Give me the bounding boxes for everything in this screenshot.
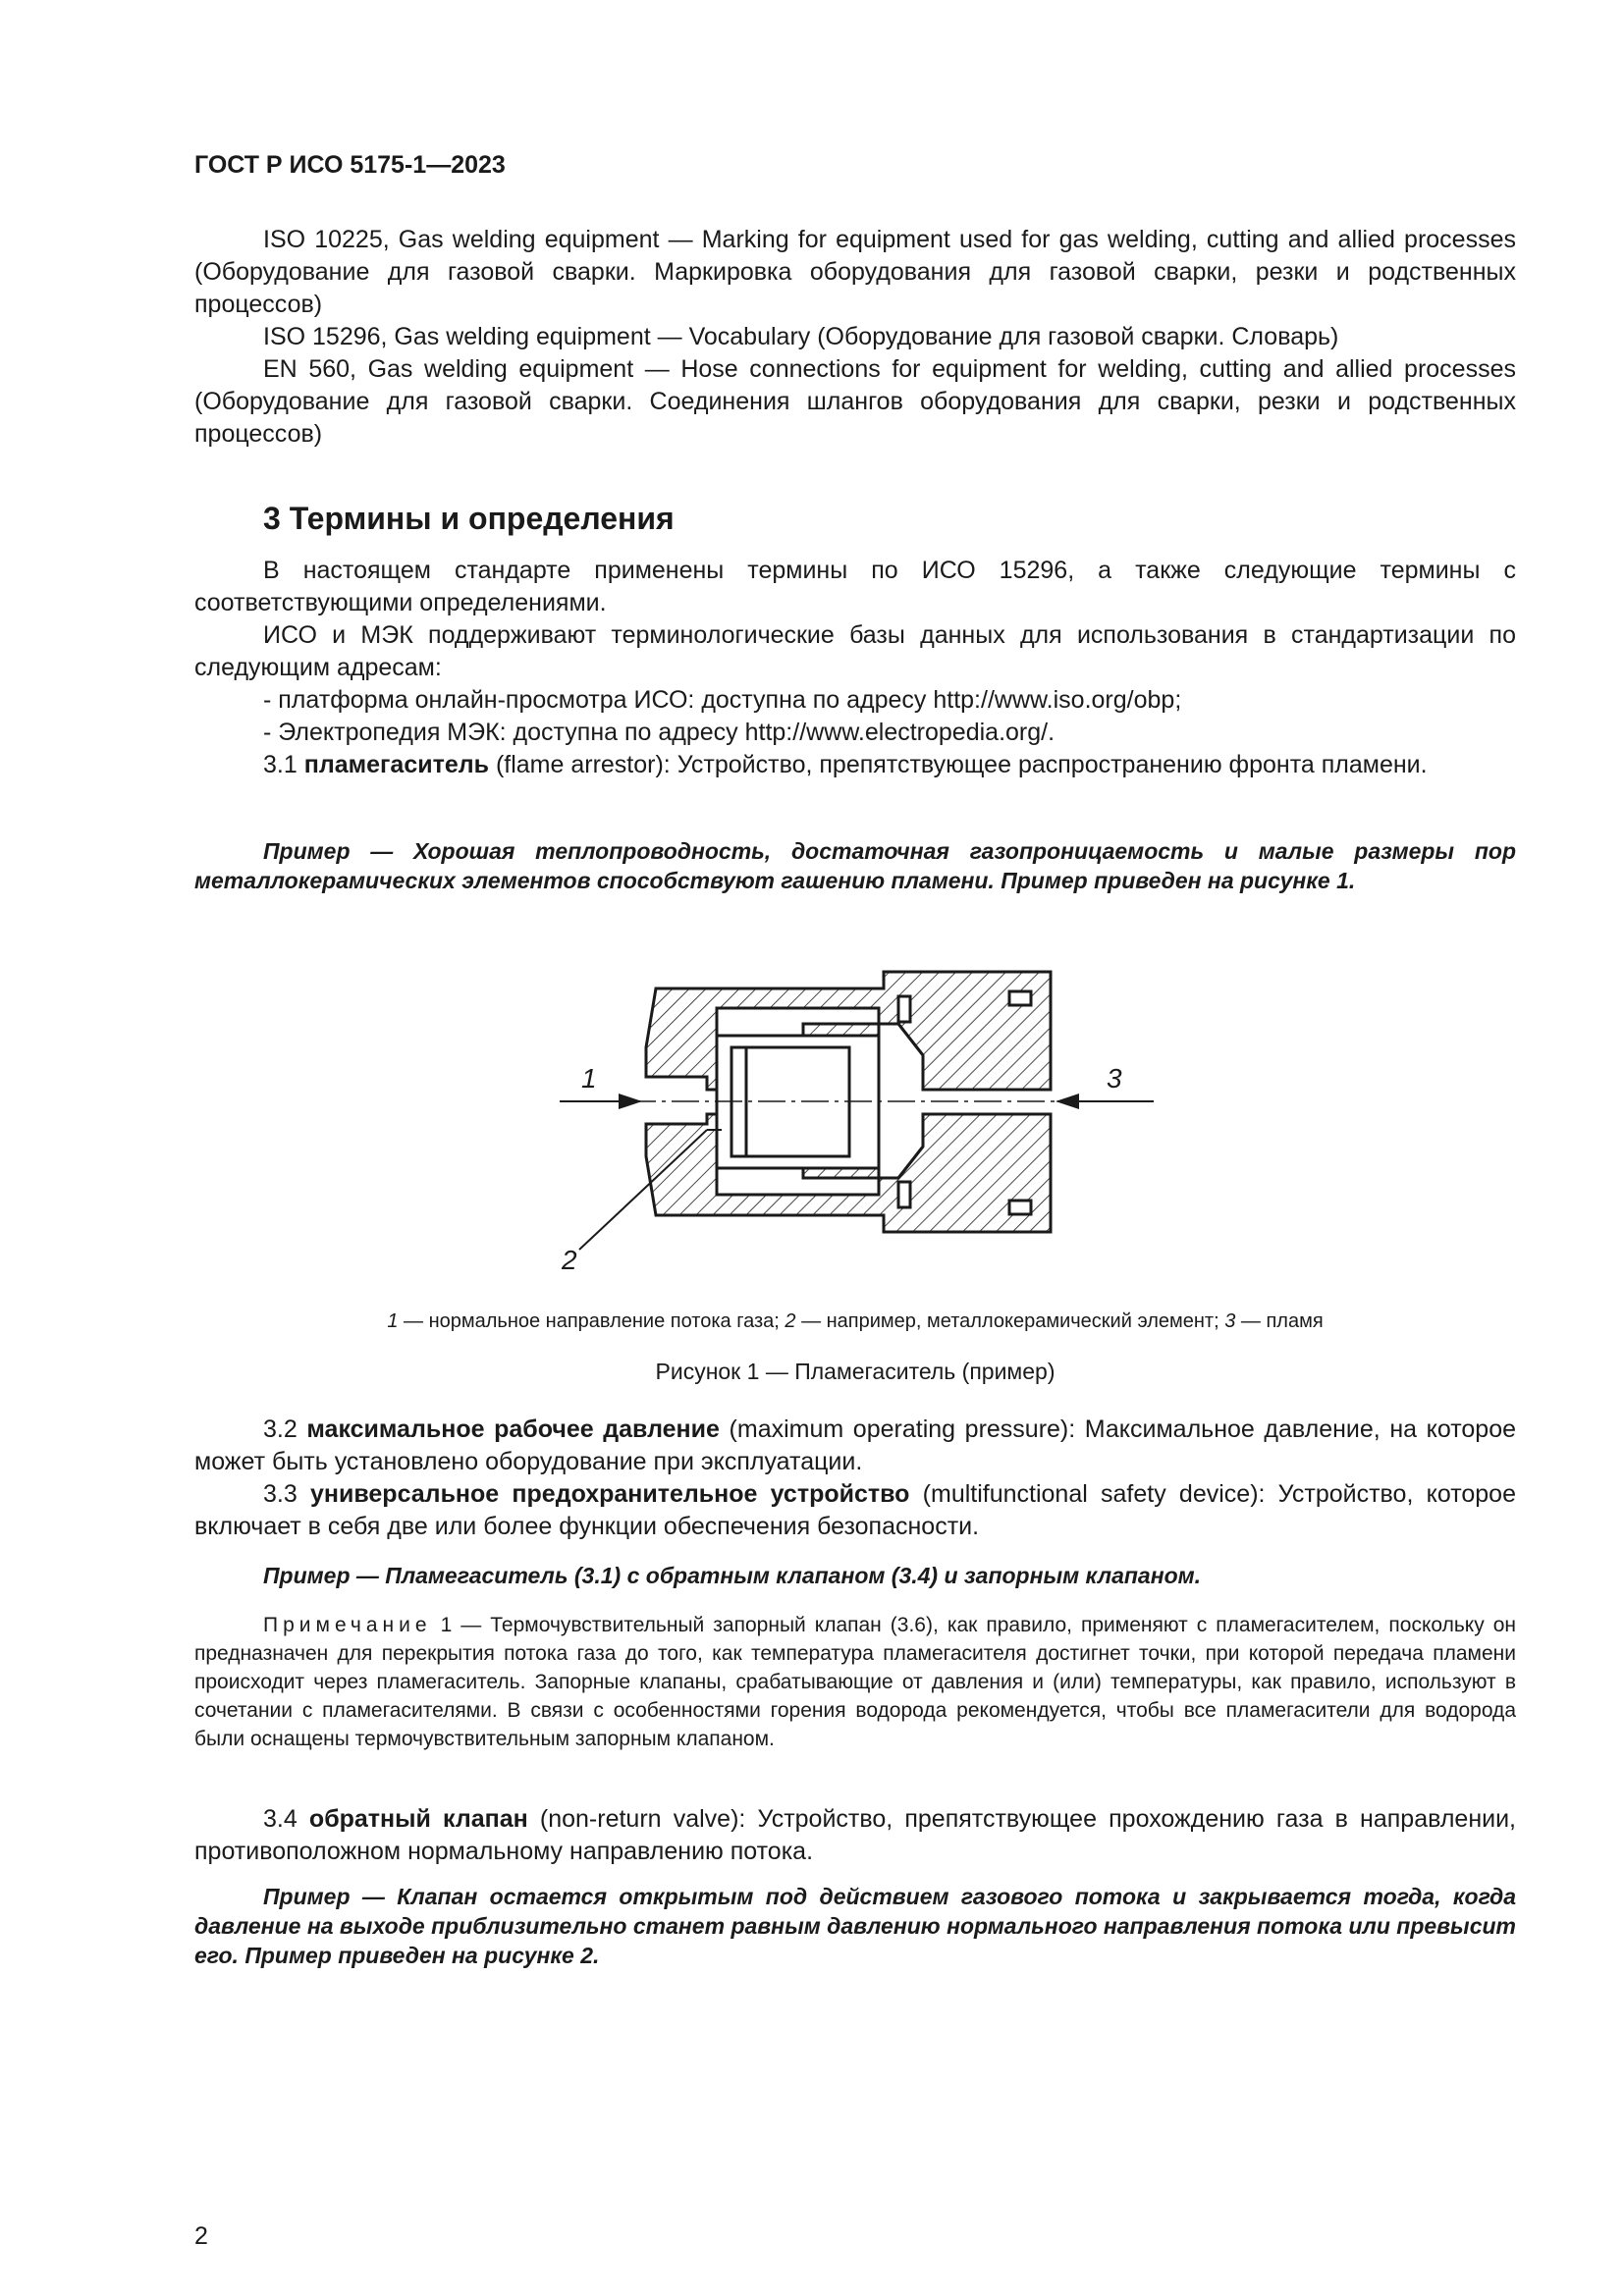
term-name: универсальное предохранительное устройство: [309, 1480, 910, 1508]
iso-iec-databases: ИСО и МЭК поддерживают терминологические базы данных для использования в стандартизации по следующим адресам:: [194, 621, 1516, 681]
term-definition: (multifunctional safety device): Устройство, которое включает в себя две или более функции обеспечения безопасности.: [194, 1480, 1516, 1540]
section-3-body: [194, 555, 1516, 781]
example-text: Пример — Клапан остается открытым под действием газового потока и закрывается тогда, когда давление на выходе приблизительно станет равным давлению нормального направления потока или превысит его. Пример приведен на рисунке 2.: [194, 1884, 1516, 1968]
legend-num-3: 3: [1224, 1310, 1236, 1332]
legend-text-1: — нормальное направление потока газа;: [398, 1310, 785, 1332]
term-number: 3.1: [263, 751, 298, 778]
flame-arrestor-figure: [540, 937, 1168, 1286]
term-3-3: [194, 1478, 1516, 1543]
reference-iso-15296: ISO 15296, Gas welding equipment — Vocabulary (Оборудование для газовой сварки. Словарь): [263, 323, 1339, 350]
normative-references: [194, 224, 1516, 451]
document-header: ГОСТ Р ИСО 5175-1—2023: [194, 151, 506, 179]
figure-label-2: 2: [562, 1245, 577, 1275]
reference-en-560: EN 560, Gas welding equipment — Hose connections for equipment for welding, cutting and allied processes (Оборудование для газовой сварки. Соединения шлангов оборудования для сварки, резки и родственных процессов): [194, 355, 1516, 448]
term-3-2: [194, 1414, 1516, 1478]
term-name: пламегаситель: [303, 751, 489, 778]
section-intro: В настоящем стандарте применены термины по ИСО 15296, а также следующие термины с соответствующими определениями.: [194, 557, 1516, 616]
legend-num-1: 1: [387, 1310, 399, 1332]
term-3-4: [194, 1803, 1516, 1868]
term-definition: (non-return valve): Устройство, препятствующее прохождению газа в направлении, противоположном нормальному направлению потока.: [194, 1805, 1516, 1865]
legend-num-2: 2: [785, 1310, 796, 1332]
term-number: 3.4: [263, 1805, 298, 1833]
note-text: [194, 1611, 1516, 1753]
note-body: 1 — Термочувствительный запорный клапан (3.6), как правило, применяют с пламегасителем, поскольку он предназначен для перекрытия потока газа до того, как температура пламегасителя достигнет точки, при которой передача пламени происходит через пламегаситель. Запорные клапаны, срабатывающие от давления и (или) температуры, как правило, используют в сочетании с пламегасителями. В связи с особенностями горения водорода рекомендуется, чтобы все пламегасители для водорода были оснащены термочувствительным запорным клапаном.: [194, 1614, 1516, 1750]
term-definition: (flame arrestor): Устройство, препятствующее распространению фронта пламени.: [489, 751, 1428, 778]
page-number: 2: [194, 2222, 208, 2250]
list-item-iso-obp: - платформа онлайн-просмотра ИСО: доступна по адресу http://www.iso.org/obp;: [263, 686, 1182, 714]
note-label: Примечание: [263, 1614, 432, 1636]
term-3-1: [194, 749, 1516, 781]
figure-label-1: 1: [581, 1063, 597, 1094]
legend-text-3: — пламя: [1235, 1310, 1324, 1332]
reference-iso-10225: ISO 10225, Gas welding equipment — Marking for equipment used for gas welding, cutting and allied processes (Оборудование для газовой сварки. Маркировка оборудования для газовой сварки, резки и родственных процессов): [194, 226, 1516, 318]
example-text: Пример — Хорошая теплопроводность, достаточная газопроницаемость и малые размеры пор металлокерамических элементов способствуют гашению пламени. Пример приведен на рисунке 1.: [194, 838, 1516, 893]
terms-3-2-3-3: [194, 1414, 1516, 1543]
legend-text-2: — например, металлокерамический элемент;: [795, 1310, 1225, 1332]
example-flame-arrestor: [194, 836, 1516, 895]
term-number: 3.3: [263, 1480, 298, 1508]
term-number: 3.2: [263, 1415, 298, 1443]
example-non-return-valve: [194, 1882, 1516, 1970]
figure-caption: Рисунок 1 — Пламегаситель (пример): [655, 1359, 1056, 1384]
example-multifunctional-device: [194, 1561, 1516, 1590]
list-item-electropedia: - Электропедия МЭК: доступна по адресу http://www.electropedia.org/.: [263, 719, 1056, 746]
section-heading: 3 Термины и определения: [263, 501, 675, 536]
figure-label-3: 3: [1107, 1063, 1122, 1094]
term-name: максимальное рабочее давление: [306, 1415, 720, 1443]
note-1: [194, 1611, 1516, 1753]
figure-legend: [194, 1308, 1516, 1334]
term-definition: (maximum operating pressure): Максимальное давление, на которое может быть установлено оборудование при эксплуатации.: [194, 1415, 1516, 1475]
term-name: обратный клапан: [308, 1805, 528, 1833]
example-text: Пример — Пламегаситель (3.1) с обратным клапаном (3.4) и запорным клапаном.: [263, 1563, 1202, 1588]
term-3-4-block: [194, 1803, 1516, 1868]
